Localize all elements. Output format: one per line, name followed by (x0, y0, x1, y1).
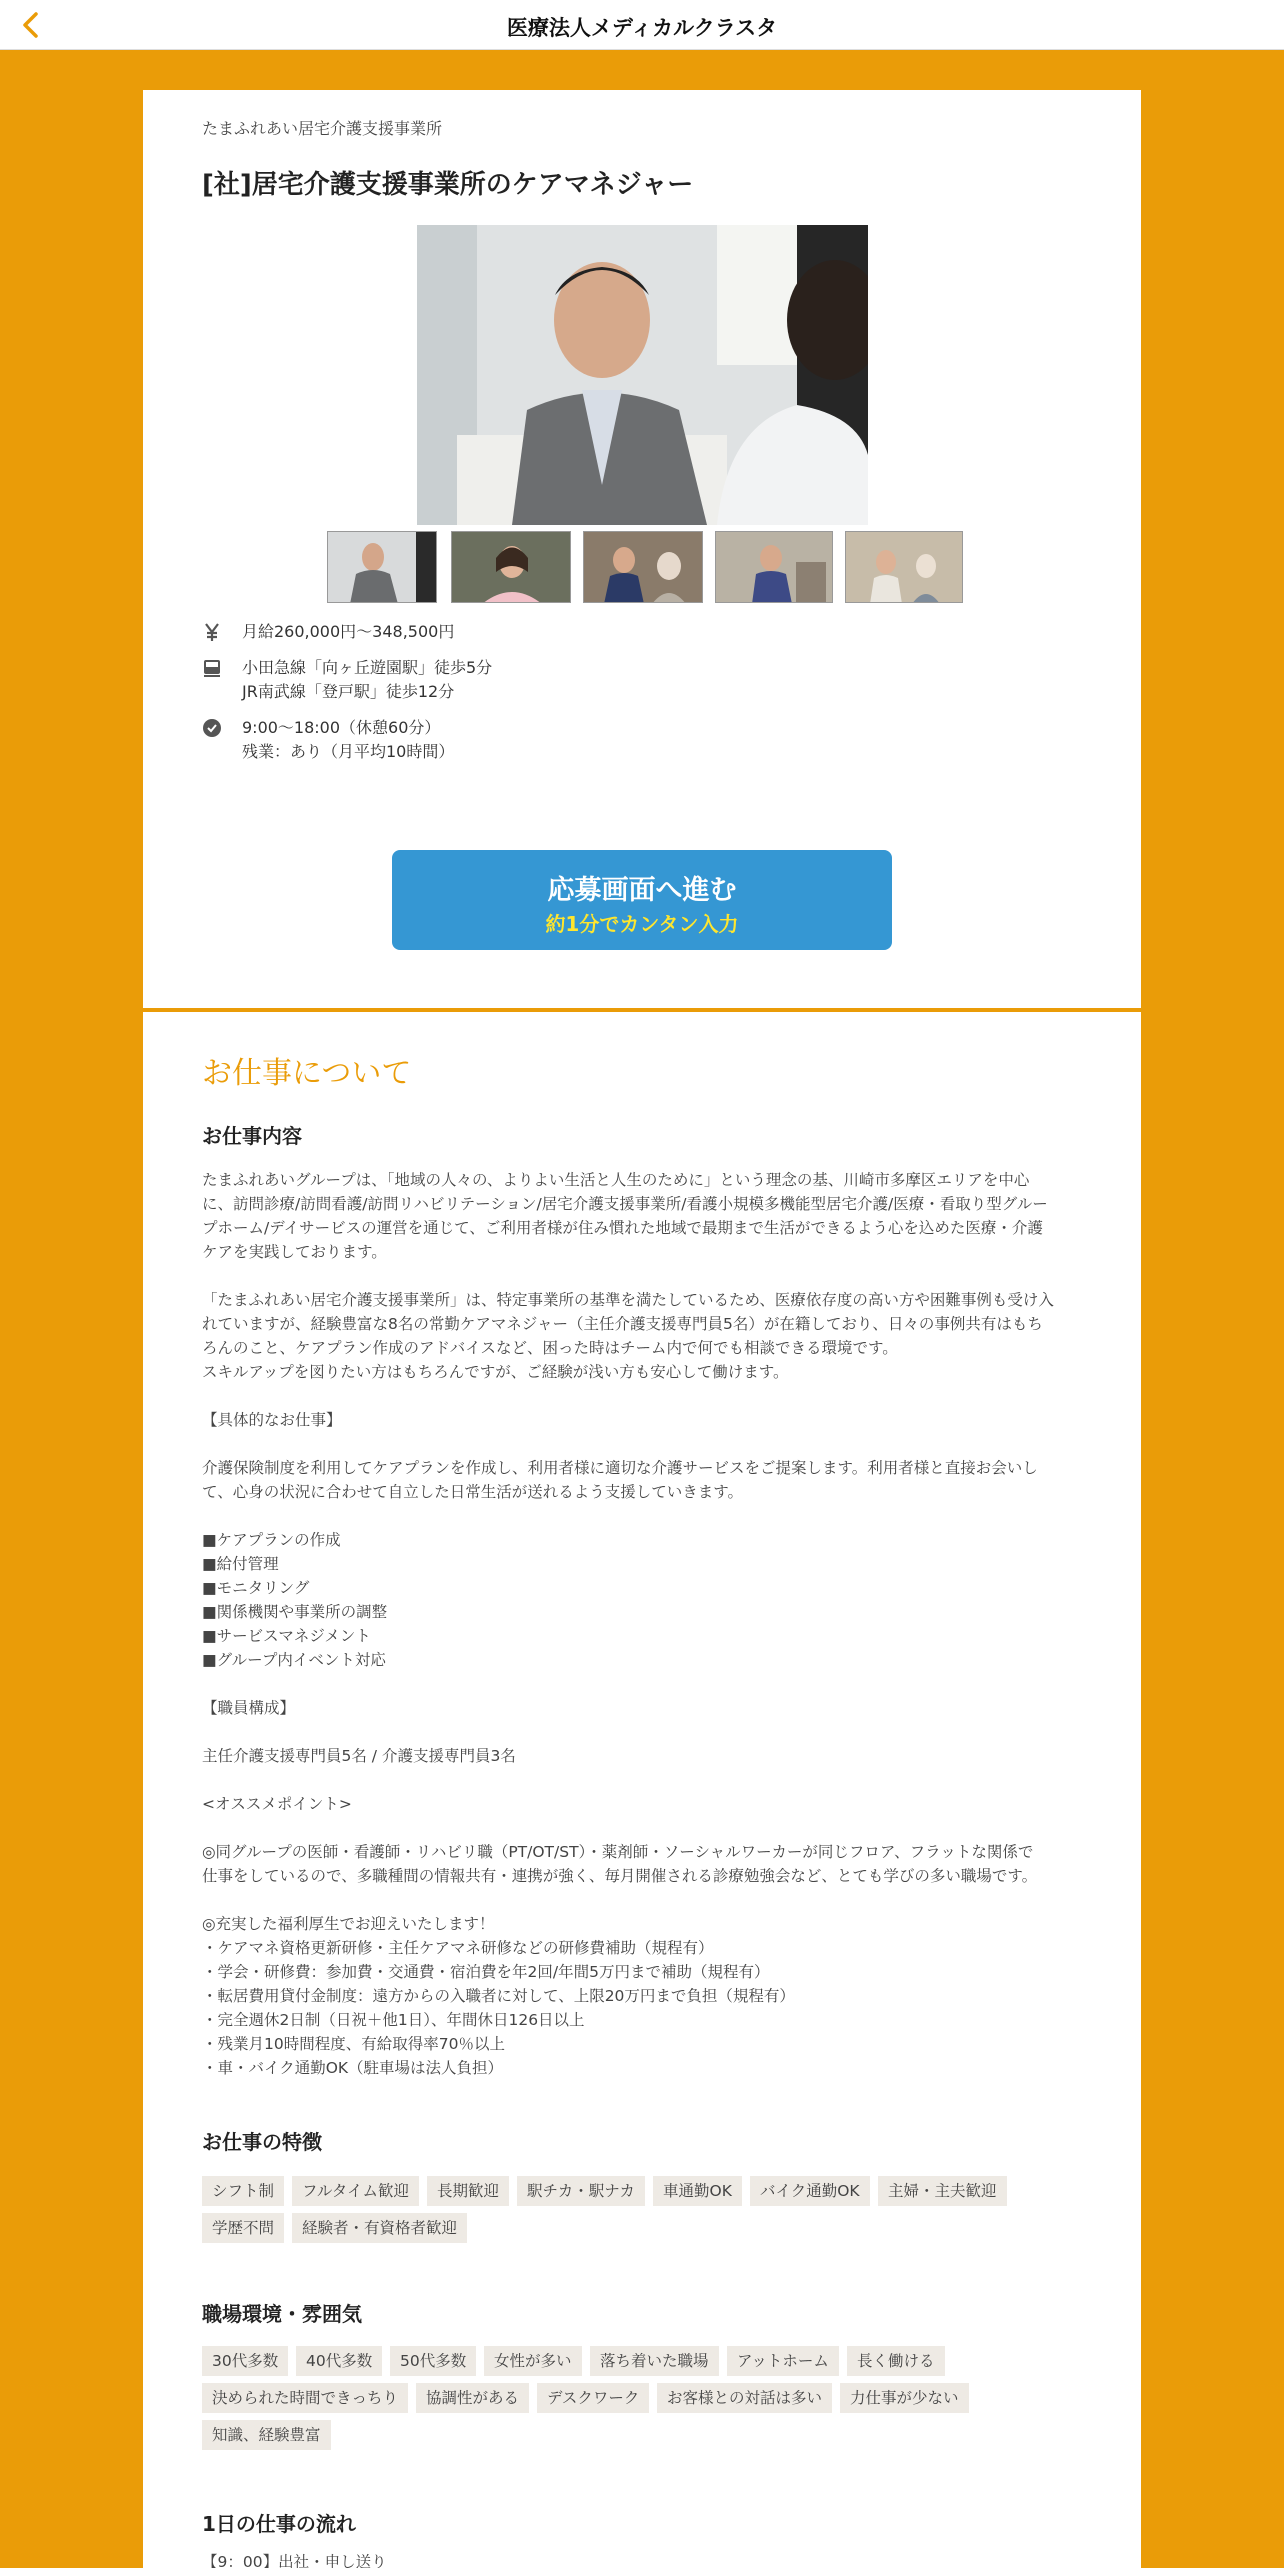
description-line: ■ケアプランの作成 (202, 1531, 341, 1549)
description-line: プホーム/デイサービスの運営を通じて、ご利用者様が住み慣れた地域で最期まで生活ができるよう心を込めた医療・介護 (202, 1219, 1043, 1237)
hours-line-2: 残業：あり（月平均10時間） (242, 742, 455, 761)
description-line: <オススメポイント> (202, 1795, 352, 1813)
tag-chip: シフト制 (202, 2176, 284, 2206)
description-line: ・残業月10時間程度、有給取得率70％以上 (202, 2035, 505, 2053)
description-line: ・完全週休2日制（日祝＋他1日）、年間休日126日以上 (202, 2011, 585, 2029)
tag-chip: 学歴不問 (202, 2213, 284, 2243)
description-line (202, 1672, 1082, 1696)
tag-chip: 長く働ける (847, 2346, 945, 2376)
train-icon (202, 658, 222, 678)
description-line: て、心身の状況に合わせて自立した日常生活が送れるよう支援していきます。 (202, 1483, 743, 1501)
thumbnail-2[interactable] (451, 531, 571, 603)
description-line: ◎同グループの医師・看護師・リハビリ職（PT/OT/ST）・薬剤師・ソーシャルワーカーが同じフロア、フラットな関係で (202, 1843, 1034, 1861)
navbar (0, 0, 1284, 50)
description-line: ◎充実した福利厚生でお迎えいたします！ (202, 1915, 495, 1933)
thumbnail-5[interactable] (845, 531, 963, 603)
description-line: ろんのこと、ケアプラン作成のアドバイスなど、困った時はチーム内で何でも相談できる環境です。 (202, 1339, 898, 1357)
tag-chip: 知識、経験豊富 (202, 2420, 331, 2450)
apply-button-sublabel: 約1分でカンタン入力 (545, 912, 739, 936)
description-line: ■給付管理 (202, 1555, 279, 1573)
description-line: に、訪問診療/訪問看護/訪問リハビリテーション/居宅介護支援事業所/看護小規模多機能型居宅介護/医療・看取り型グルー (202, 1195, 1048, 1213)
tag-chip: バイク通勤OK (750, 2176, 870, 2206)
tag-chip: 40代多数 (296, 2346, 382, 2376)
description-line (202, 1504, 1082, 1528)
flow-first-item: 【9：00】出社・申し送り (202, 2553, 387, 2568)
tag-chip: 女性が多い (484, 2346, 582, 2376)
thumbnail-3[interactable] (583, 531, 703, 603)
job-description (202, 1168, 1082, 2080)
description-line: 介護保険制度を利用してケアプランを作成し、利用者様に適切な介護サービスをご提案します。利用者様と直接お会いし (202, 1459, 1038, 1477)
tag-chip: 落ち着いた職場 (590, 2346, 719, 2376)
tag-chip: 力仕事が少ない (840, 2383, 969, 2413)
description-line (202, 1888, 1082, 1912)
tag-chip: 主婦・主夫歓迎 (878, 2176, 1007, 2206)
description-line: ・転居費用貸付金制度：遠方からの入職者に対して、上限20万円まで負担（規程有） (202, 1987, 795, 2005)
section-heading-about: お仕事について (202, 1056, 412, 1091)
description-line: 仕事をしているので、多職種間の情報共有・連携が強く、毎月開催される診療勉強会など、とても学びの多い職場です。 (202, 1867, 1038, 1885)
tag-chip: 長期歓迎 (427, 2176, 509, 2206)
job-title: [社]居宅介護支援事業所のケアマネジャー (202, 170, 694, 200)
description-line (202, 1816, 1082, 1840)
description-line: 主任介護支援専門員5名 / 介護支援専門員3名 (202, 1747, 516, 1765)
tag-chip: 経験者・有資格者歓迎 (292, 2213, 467, 2243)
photo-thumbnails (327, 531, 963, 603)
description-line: ■モニタリング (202, 1579, 310, 1597)
description-line: ・車・バイク通勤OK（駐車場は法人負担） (202, 2059, 504, 2077)
description-line: ケアを実践しております。 (202, 1243, 387, 1261)
description-line: 【職員構成】 (202, 1699, 296, 1717)
apply-button-label: 応募画面へ進む (547, 875, 737, 906)
access-line-1: 小田急線「向ヶ丘遊園駅」徒歩5分 (242, 658, 493, 677)
description-line: れていますが、経験豊富な8名の常勤ケアマネジャー（主任介護支援専門員5名）が在籍しており、日々の事例共有はもち (202, 1315, 1043, 1333)
description-line: ■グループ内イベント対応 (202, 1651, 386, 1669)
tag-chip: 車通勤OK (653, 2176, 742, 2206)
description-line: 「たまふれあい居宅介護支援事業所」は、特定事業所の基準を満たしているため、医療依存度の高い方や困難事例も受け入 (202, 1291, 1054, 1309)
tag-chip: 決められた時間できっちり (202, 2383, 408, 2413)
thumbnail-1[interactable] (327, 531, 437, 603)
tag-chip: 駅チカ・駅ナカ (517, 2176, 645, 2206)
job-detail-card (143, 1012, 1141, 2568)
tag-chip: 50代多数 (390, 2346, 476, 2376)
tag-chip: 30代多数 (202, 2346, 288, 2376)
description-line (202, 1384, 1082, 1408)
tag-chip: デスクワーク (537, 2383, 649, 2413)
company-name: たまふれあい居宅介護支援事業所 (202, 119, 443, 138)
description-line (202, 1720, 1082, 1744)
description-line: ・ケアマネ資格更新研修・主任ケアマネ研修などの研修費補助（規程有） (202, 1939, 714, 1957)
description-line: スキルアップを図りたい方はもちろんですが、ご経験が浅い方も安心して働けます。 (202, 1363, 789, 1381)
environment-heading: 職場環境・雰囲気 (202, 2302, 362, 2326)
features-heading: お仕事の特徴 (202, 2130, 322, 2154)
description-line: ■関係機関や事業所の調整 (202, 1603, 388, 1621)
tag-chip: アットホーム (727, 2346, 839, 2376)
thumbnail-4[interactable] (715, 531, 833, 603)
description-line (202, 1432, 1082, 1456)
job-summary-card (143, 90, 1141, 1010)
description-line: 【具体的なお仕事】 (202, 1411, 342, 1429)
description-line: ■サービスマネジメント (202, 1627, 371, 1645)
description-line: たまふれあいグループは、「地域の人々の、よりよい生活と人生のために」という理念の基、川崎市多摩区エリアを中心 (202, 1171, 1030, 1189)
description-line: ・学会・研修費：参加費・交通費・宿泊費を年2回/年間5万円まで補助（規程有） (202, 1963, 770, 1981)
flow-heading: 1日の仕事の流れ (202, 2512, 356, 2536)
content-heading: お仕事内容 (202, 1124, 302, 1148)
description-line (202, 1768, 1082, 1792)
navbar-title: 医療法人メディカルクラスタ (506, 16, 778, 40)
description-line (202, 1264, 1082, 1288)
yen-icon (202, 622, 222, 642)
tag-chip: 協調性がある (416, 2383, 529, 2413)
clock-check-icon (202, 718, 222, 738)
apply-button[interactable] (392, 850, 892, 950)
access-line-2: JR南武線「登戸駅」徒歩12分 (242, 682, 455, 701)
tag-chip: フルタイム歓迎 (292, 2176, 419, 2206)
salary-text: 月給260,000円〜348,500円 (242, 622, 455, 641)
main-photo[interactable] (417, 225, 868, 525)
tag-chip: お客様との対話は多い (657, 2383, 832, 2413)
hours-line-1: 9:00～18:00（休憩60分） (242, 718, 441, 737)
